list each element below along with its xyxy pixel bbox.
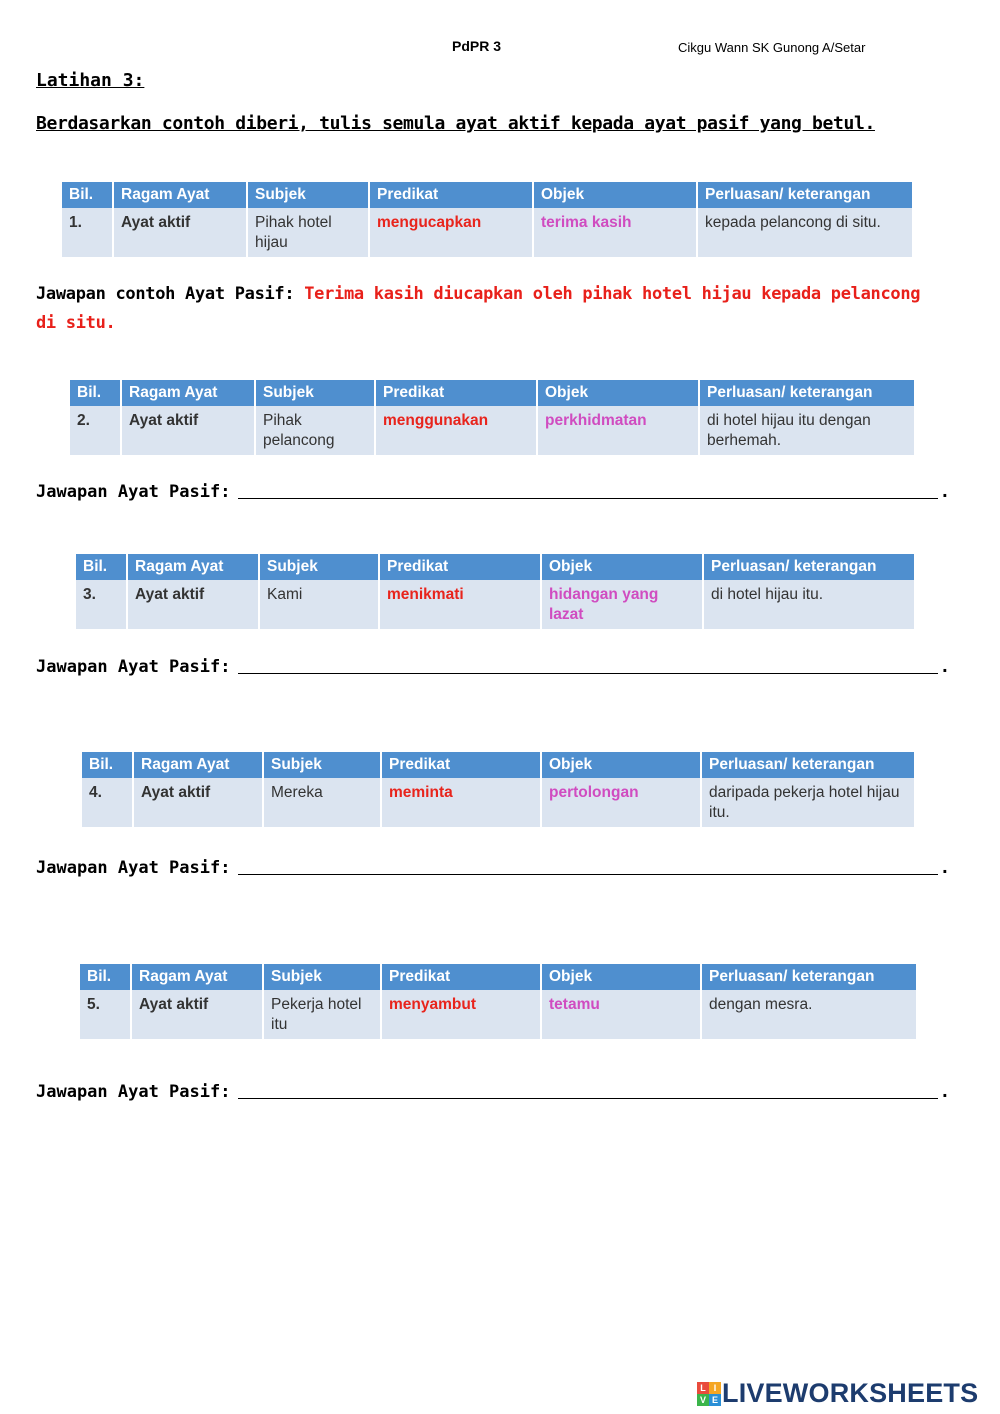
sentence-table-4 bbox=[80, 752, 916, 827]
answer-3 bbox=[36, 655, 950, 677]
sentence-table-3 bbox=[74, 554, 916, 629]
col-header-subjek: Subjek bbox=[256, 380, 374, 406]
cell-perluasan: dengan mesra. bbox=[702, 990, 916, 1039]
liveworksheets-logo-icon bbox=[697, 1382, 721, 1406]
cell-objek: terima kasih bbox=[534, 208, 696, 257]
col-header-perluasan: Perluasan/ keterangan bbox=[698, 182, 912, 208]
logo-letter: V bbox=[697, 1394, 709, 1406]
answer-input-line[interactable] bbox=[238, 655, 937, 674]
col-header-subjek: Subjek bbox=[264, 964, 380, 990]
col-header-bil: Bil. bbox=[62, 182, 112, 208]
table-row bbox=[80, 990, 916, 1039]
col-header-subjek: Subjek bbox=[248, 182, 368, 208]
table-header-row bbox=[70, 380, 914, 406]
col-header-ragam: Ragam Ayat bbox=[132, 964, 262, 990]
table-row bbox=[76, 580, 914, 629]
cell-subjek: Pihak hotel hijau bbox=[248, 208, 368, 257]
cell-predikat: menggunakan bbox=[376, 406, 536, 455]
col-header-objek: Objek bbox=[534, 182, 696, 208]
col-header-bil: Bil. bbox=[76, 554, 126, 580]
instruction: Berdasarkan contoh diberi, tulis semula ayat aktif kepada ayat pasif yang betul. bbox=[36, 113, 875, 134]
sentence-table-2 bbox=[68, 380, 916, 455]
answer-4 bbox=[36, 856, 950, 878]
sentence-table-5 bbox=[78, 964, 918, 1039]
cell-predikat: menyambut bbox=[382, 990, 540, 1039]
logo-letter: E bbox=[709, 1394, 721, 1406]
answer-end-dot: . bbox=[939, 482, 950, 502]
cell-bil: 5. bbox=[80, 990, 130, 1039]
page-header-author: Cikgu Wann SK Gunong A/Setar bbox=[678, 40, 866, 55]
cell-bil: 2. bbox=[70, 406, 120, 455]
answer-label: Jawapan Ayat Pasif: bbox=[36, 858, 231, 878]
answer-input-line[interactable] bbox=[238, 480, 937, 499]
cell-subjek: Pekerja hotel itu bbox=[264, 990, 380, 1039]
table-row bbox=[70, 406, 914, 455]
cell-perluasan: di hotel hijau itu. bbox=[704, 580, 914, 629]
col-header-ragam: Ragam Ayat bbox=[122, 380, 254, 406]
cell-ragam: Ayat aktif bbox=[128, 580, 258, 629]
cell-perluasan: daripada pekerja hotel hijau itu. bbox=[702, 778, 914, 827]
col-header-perluasan: Perluasan/ keterangan bbox=[702, 752, 914, 778]
cell-ragam: Ayat aktif bbox=[132, 990, 262, 1039]
cell-objek: hidangan yang lazat bbox=[542, 580, 702, 629]
col-header-perluasan: Perluasan/ keterangan bbox=[704, 554, 914, 580]
cell-predikat: mengucapkan bbox=[370, 208, 532, 257]
liveworksheets-brand bbox=[697, 1378, 978, 1409]
cell-predikat: meminta bbox=[382, 778, 540, 827]
example-answer bbox=[36, 280, 946, 338]
cell-bil: 3. bbox=[76, 580, 126, 629]
answer-end-dot: . bbox=[939, 1082, 950, 1102]
answer-label: Jawapan Ayat Pasif: bbox=[36, 657, 231, 677]
col-header-ragam: Ragam Ayat bbox=[128, 554, 258, 580]
answer-input-line[interactable] bbox=[238, 1080, 937, 1099]
cell-objek: pertolongan bbox=[542, 778, 700, 827]
col-header-subjek: Subjek bbox=[260, 554, 378, 580]
example-label: Jawapan contoh Ayat Pasif: bbox=[36, 284, 295, 304]
cell-perluasan: kepada pelancong di situ. bbox=[698, 208, 912, 257]
table-header-row bbox=[80, 964, 916, 990]
cell-objek: perkhidmatan bbox=[538, 406, 698, 455]
answer-end-dot: . bbox=[939, 858, 950, 878]
col-header-predikat: Predikat bbox=[380, 554, 540, 580]
cell-predikat: menikmati bbox=[380, 580, 540, 629]
answer-5 bbox=[36, 1080, 950, 1102]
table-header-row bbox=[62, 182, 912, 208]
cell-ragam: Ayat aktif bbox=[122, 406, 254, 455]
col-header-perluasan: Perluasan/ keterangan bbox=[702, 964, 916, 990]
col-header-objek: Objek bbox=[542, 752, 700, 778]
col-header-bil: Bil. bbox=[70, 380, 120, 406]
cell-bil: 4. bbox=[82, 778, 132, 827]
sentence-table-1 bbox=[60, 182, 914, 257]
col-header-predikat: Predikat bbox=[376, 380, 536, 406]
page-header-center: PdPR 3 bbox=[452, 38, 502, 54]
col-header-predikat: Predikat bbox=[382, 752, 540, 778]
brand-name: LIVEWORKSHEETS bbox=[722, 1378, 979, 1408]
logo-letter: I bbox=[709, 1382, 721, 1394]
example-answer-text: Terima kasih diucapkan oleh pihak hotel hijau kepada pelancong di situ. bbox=[36, 284, 921, 333]
answer-2 bbox=[36, 480, 950, 502]
table-row bbox=[82, 778, 914, 827]
cell-bil: 1. bbox=[62, 208, 112, 257]
table-row bbox=[62, 208, 912, 257]
answer-label: Jawapan Ayat Pasif: bbox=[36, 482, 231, 502]
table-header-row bbox=[82, 752, 914, 778]
cell-subjek: Pihak pelancong bbox=[256, 406, 374, 455]
cell-objek: tetamu bbox=[542, 990, 700, 1039]
col-header-ragam: Ragam Ayat bbox=[134, 752, 262, 778]
logo-letter: L bbox=[697, 1382, 709, 1394]
answer-label: Jawapan Ayat Pasif: bbox=[36, 1082, 231, 1102]
col-header-bil: Bil. bbox=[80, 964, 130, 990]
col-header-predikat: Predikat bbox=[382, 964, 540, 990]
cell-ragam: Ayat aktif bbox=[134, 778, 262, 827]
cell-subjek: Kami bbox=[260, 580, 378, 629]
table-header-row bbox=[76, 554, 914, 580]
cell-subjek: Mereka bbox=[264, 778, 380, 827]
answer-input-line[interactable] bbox=[238, 856, 937, 875]
col-header-predikat: Predikat bbox=[370, 182, 532, 208]
col-header-objek: Objek bbox=[538, 380, 698, 406]
cell-ragam: Ayat aktif bbox=[114, 208, 246, 257]
answer-end-dot: . bbox=[939, 657, 950, 677]
exercise-title: Latihan 3: bbox=[36, 70, 145, 91]
col-header-objek: Objek bbox=[542, 964, 700, 990]
cell-perluasan: di hotel hijau itu dengan berhemah. bbox=[700, 406, 914, 455]
col-header-ragam: Ragam Ayat bbox=[114, 182, 246, 208]
col-header-subjek: Subjek bbox=[264, 752, 380, 778]
col-header-bil: Bil. bbox=[82, 752, 132, 778]
col-header-objek: Objek bbox=[542, 554, 702, 580]
col-header-perluasan: Perluasan/ keterangan bbox=[700, 380, 914, 406]
